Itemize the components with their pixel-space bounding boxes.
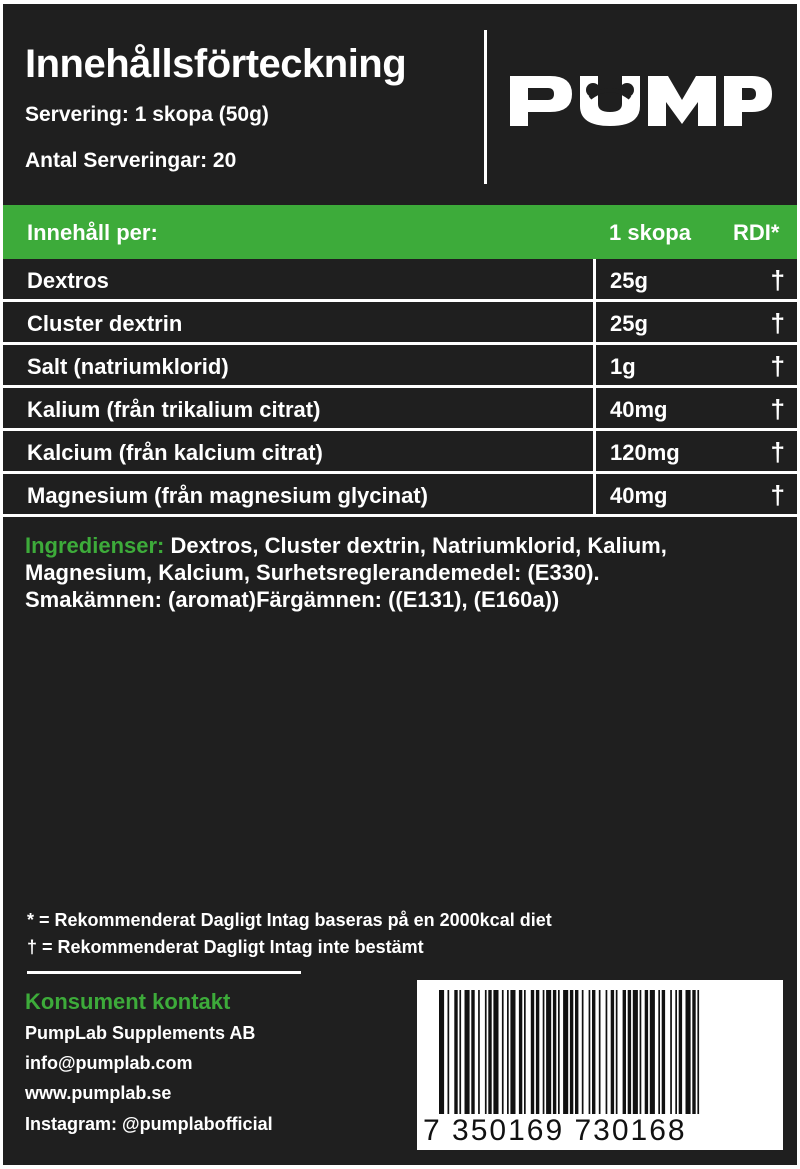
- barcode-bar: [662, 990, 665, 1114]
- ingredients-text-1: Dextros, Cluster dextrin, Natriumklorid, Kalium,: [164, 533, 667, 558]
- row-rdi: †: [770, 308, 785, 338]
- row-amount: 40mg: [610, 397, 668, 422]
- barcode-bar: [582, 990, 584, 1114]
- col-rdi: RDI*: [733, 220, 780, 245]
- row-name: Dextros: [27, 268, 109, 293]
- row-rdi: †: [770, 265, 785, 295]
- page-title: Innehållsförteckning: [25, 42, 407, 86]
- barcode-bar: [592, 990, 595, 1114]
- pump-logo: [506, 72, 776, 135]
- contact-title: Konsument kontakt: [25, 989, 231, 1014]
- barcode-bar: [628, 990, 631, 1114]
- ingredients-line-2: Magnesium, Kalcium, Surhetsreglerandemedel: (E330).: [25, 560, 600, 585]
- column-divider: [593, 345, 596, 385]
- ingredients-block: [25, 532, 785, 613]
- row-rdi: †: [770, 394, 785, 424]
- row-name: Kalcium (från kalcium citrat): [27, 440, 323, 465]
- footer-divider: [27, 971, 301, 974]
- barcode-bar: [471, 990, 474, 1114]
- row-amount: 120mg: [610, 440, 680, 465]
- barcode-bar: [658, 990, 660, 1114]
- barcode-bar: [531, 990, 534, 1114]
- footnote-dagger: † = Rekommenderat Dagligt Intag inte bestämt: [27, 937, 424, 957]
- barcode-bar: [675, 990, 677, 1114]
- barcode-bar: [640, 990, 642, 1114]
- barcode-bar: [485, 990, 487, 1114]
- table-row: [3, 345, 797, 388]
- barcode-bar: [488, 990, 491, 1114]
- contact-company: PumpLab Supplements AB: [25, 1023, 256, 1043]
- row-amount: 25g: [610, 268, 648, 293]
- column-divider: [593, 259, 596, 299]
- table-row: [3, 431, 797, 474]
- barcode-bar: [686, 990, 691, 1114]
- barcode-bar: [553, 990, 556, 1114]
- barcode-bar: [439, 990, 444, 1114]
- barcode-bar: [570, 990, 573, 1114]
- table-row: [3, 259, 797, 302]
- barcode-bar: [493, 990, 498, 1114]
- header-divider: [484, 30, 487, 184]
- column-divider: [593, 302, 596, 342]
- barcode-bar: [507, 990, 509, 1114]
- barcode-bar: [563, 990, 568, 1114]
- row-amount: 1g: [610, 354, 636, 379]
- ingredients-line-1: [25, 532, 785, 559]
- column-divider: [593, 431, 596, 471]
- barcode-bar: [623, 990, 626, 1114]
- barcode-bar: [679, 990, 682, 1114]
- barcode-bar: [599, 990, 601, 1114]
- row-amount: 25g: [610, 311, 648, 336]
- barcode-bar: [645, 990, 648, 1114]
- ingredients-line-3: Smakämnen: (aromat)Färgämnen: ((E131), (E160a)): [25, 587, 560, 612]
- col-label: Innehåll per:: [27, 220, 158, 245]
- column-divider: [593, 388, 596, 428]
- barcode-bar: [546, 990, 551, 1114]
- barcode-bar: [519, 990, 522, 1114]
- table-row: [3, 474, 797, 517]
- row-rdi: †: [770, 437, 785, 467]
- barcode-bar: [697, 990, 699, 1114]
- row-name: Cluster dextrin: [27, 311, 183, 336]
- barcode-bar: [575, 990, 578, 1114]
- barcode-bar: [633, 990, 638, 1114]
- row-name: Kalium (från trikalium citrat): [27, 397, 321, 422]
- barcode-bar: [510, 990, 515, 1114]
- footnote-asterisk: * = Rekommenderat Dagligt Intag baseras på en 2000kcal diet: [27, 910, 552, 930]
- barcode-bar: [650, 990, 655, 1114]
- row-name: Magnesium (från magnesium glycinat): [27, 483, 428, 508]
- barcode-bar: [558, 990, 560, 1114]
- serving-size: Servering: 1 skopa (50g): [25, 103, 269, 126]
- barcode-bar: [692, 990, 695, 1114]
- product-label: [3, 4, 797, 1165]
- barcode-bar: [454, 990, 457, 1114]
- barcode-bar: [459, 990, 461, 1114]
- barcode-bar: [616, 990, 618, 1114]
- barcode-bar: [606, 990, 608, 1114]
- barcode-bar: [611, 990, 614, 1114]
- contact-website[interactable]: www.pumplab.se: [25, 1083, 172, 1103]
- col-amount: 1 skopa: [609, 220, 691, 245]
- servings-count: Antal Serveringar: 20: [25, 149, 237, 172]
- row-rdi: †: [770, 480, 785, 510]
- barcode-bar: [536, 990, 539, 1114]
- table-row: [3, 302, 797, 345]
- barcode-bar: [465, 990, 470, 1114]
- barcode-bar: [524, 990, 526, 1114]
- barcode-bar: [502, 990, 504, 1114]
- nutrition-table: [3, 259, 797, 517]
- column-divider: [593, 474, 596, 514]
- barcode-bar: [478, 990, 480, 1114]
- table-row: [3, 388, 797, 431]
- barcode-number: 7 350169 730168: [423, 1114, 687, 1147]
- ingredients-label: Ingredienser:: [25, 533, 165, 558]
- barcode-bar: [670, 990, 672, 1114]
- contact-email[interactable]: info@pumplab.com: [25, 1053, 193, 1073]
- barcode: [417, 980, 783, 1150]
- barcode-bar: [448, 990, 450, 1114]
- contact-instagram[interactable]: Instagram: @pumplabofficial: [25, 1114, 273, 1134]
- row-amount: 40mg: [610, 483, 668, 508]
- row-rdi: †: [770, 351, 785, 381]
- row-name: Salt (natriumklorid): [27, 354, 229, 379]
- barcode-bar: [589, 990, 591, 1114]
- barcode-bar: [543, 990, 545, 1114]
- nutrition-header: [3, 205, 797, 259]
